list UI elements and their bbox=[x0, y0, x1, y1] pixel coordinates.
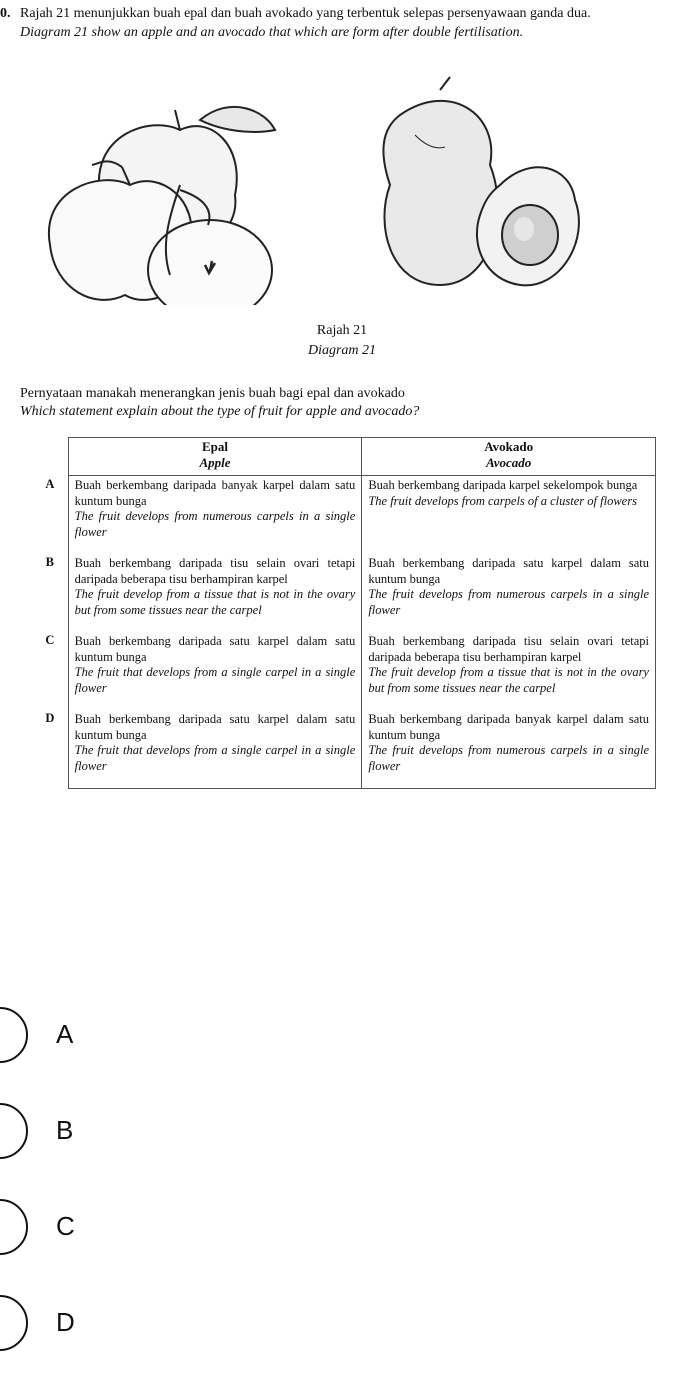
answer-option-a[interactable] bbox=[0, 1005, 300, 1067]
question-header bbox=[0, 4, 670, 42]
table-row bbox=[34, 632, 656, 710]
stem-english: Which statement explain about the type of fruit for apple and avocado? bbox=[20, 404, 420, 419]
question-text-malay: 0. Rajah 21 menunjukkan buah epal dan buah avokado yang terbentuk selepas persenyawaan ganda dua. bbox=[0, 6, 591, 21]
avocado-cell: Buah berkembang daripada satu karpel dalam satu kuntum bunga The fruit develops from numerous carpels in a single flower bbox=[362, 554, 656, 632]
diagram-21 bbox=[30, 75, 660, 305]
diagram-caption-english: Diagram 21 bbox=[307, 343, 377, 358]
table-row bbox=[34, 554, 656, 632]
answer-label: C bbox=[56, 1211, 75, 1241]
row-letter: D bbox=[45, 711, 55, 725]
apple-cell: Buah berkembang daripada tisu selain ovari tetapi daripada beberapa tisu berhampiran karpel The fruit develop from a tissue that is not in the ovary but from some tissues near the carpel bbox=[68, 554, 362, 632]
radio-circle-icon[interactable] bbox=[0, 1007, 28, 1063]
avocado-cell: Buah berkembang daripada banyak karpel dalam satu kuntum bunga The fruit develops from numerous carpels in a single flower bbox=[362, 710, 656, 789]
header-apple: Epal Apple bbox=[68, 438, 362, 476]
row-letter: B bbox=[45, 555, 54, 569]
answer-label: D bbox=[56, 1307, 75, 1337]
options-table bbox=[34, 437, 656, 789]
avocado-cell: Buah berkembang daripada tisu selain ovari tetapi daripada beberapa tisu berhampiran karpel The fruit develop from a tissue that is not in the ovary but from some tissues near the carpel bbox=[362, 632, 656, 710]
answer-label: A bbox=[56, 1019, 74, 1049]
row-letter: A bbox=[45, 476, 55, 491]
answer-label: B bbox=[56, 1115, 74, 1145]
apple-illustration bbox=[30, 75, 660, 305]
answer-option-d[interactable] bbox=[0, 1293, 300, 1355]
answer-option-b[interactable] bbox=[0, 1101, 300, 1163]
header-avocado: Avokado Avocado bbox=[362, 438, 656, 476]
stem-malay: Pernyataan manakah menerangkan jenis buah bagi epal dan avokado bbox=[20, 386, 405, 401]
diagram-caption-malay: Rajah 21 bbox=[316, 323, 368, 338]
table-row bbox=[34, 476, 656, 555]
apple-cell: Buah berkembang daripada satu karpel dalam satu kuntum bunga The fruit that develops from a single carpel in a single flower bbox=[68, 710, 362, 789]
avocado-illustration bbox=[383, 77, 578, 285]
radio-circle-icon[interactable] bbox=[0, 1295, 28, 1351]
radio-circle-icon[interactable] bbox=[0, 1199, 28, 1255]
question-stem bbox=[20, 385, 660, 421]
row-letter: C bbox=[45, 633, 55, 647]
table-row bbox=[34, 710, 656, 789]
avocado-cell: Buah berkembang daripada karpel sekelompok bunga The fruit develops from carpels of a cluster of flowers bbox=[362, 476, 656, 555]
apple-cell: Buah berkembang daripada satu karpel dalam satu kuntum bunga The fruit that develops from a single carpel in a single flower bbox=[68, 632, 362, 710]
answer-option-c[interactable] bbox=[0, 1197, 300, 1259]
apple-cell: Buah berkembang daripada banyak karpel dalam satu kuntum bunga The fruit develops from numerous carpels in a single flower bbox=[68, 476, 362, 555]
radio-circle-icon[interactable] bbox=[0, 1103, 28, 1159]
question-text-english: Diagram 21 show an apple and an avocado that which are form after double fertilisation. bbox=[20, 25, 524, 40]
question-number: 0. bbox=[0, 6, 11, 21]
